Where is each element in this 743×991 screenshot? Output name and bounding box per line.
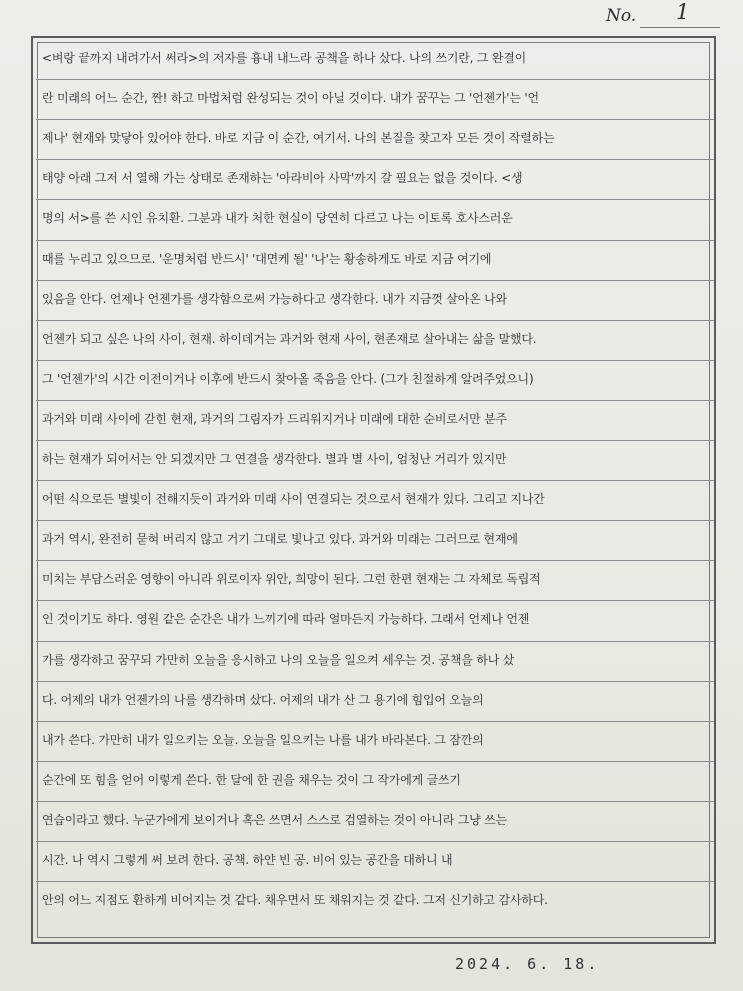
text-line: 하는 현재가 되어서는 안 되겠지만 그 연결을 생각한다. 별과 별 사이, 엄청난 거리가 있지만 [42, 452, 507, 466]
text-line: 어떤 식으로든 별빛이 전해지듯이 과거와 미래 사이 연결되는 것으로서 현재가 있다. 그리고 지나간 [42, 492, 545, 507]
text-line: 미치는 부담스러운 영향이 아니라 위로이자 위안, 희망이 된다. 그런 한편 현재는 그 자체로 독립적 [42, 572, 541, 587]
ruled-line [36, 560, 714, 561]
text-line: 안의 어느 지점도 환하게 비어지는 것 같다. 채우면서 또 채워지는 것 같다. 그저 신기하고 감사하다. [42, 893, 548, 908]
ruled-line [36, 681, 714, 682]
ruled-line [36, 801, 714, 802]
text-line: 순간에 또 힘을 얻어 이렇게 쓴다. 한 달에 한 권을 채우는 것이 그 작가에게 글쓰기 [42, 772, 461, 787]
text-line: 인 것이기도 하다. 영원 같은 순간은 내가 느끼기에 따라 얼마든지 가능하다. 그래서 언제나 언젠 [42, 612, 530, 627]
ruled-line [36, 119, 714, 120]
page-number-underline [640, 27, 720, 28]
ruled-line [36, 400, 714, 401]
ruled-line [36, 881, 714, 882]
ruled-line [36, 159, 714, 160]
ruled-line [36, 360, 714, 361]
ruled-line [36, 240, 714, 241]
ruled-line [36, 641, 714, 642]
ruled-line [36, 600, 714, 601]
ruled-line [36, 320, 714, 321]
text-line: 다. 어제의 내가 언젠가의 나를 생각하며 샀다. 어제의 내가 산 그 용기에 힘입어 오늘의 [42, 692, 484, 707]
text-line: 란 미래의 어느 순간, 짠! 하고 마법처럼 완성되는 것이 아닐 것이다. 내가 꿈꾸는 그 '언젠가'는 '언 [42, 91, 539, 106]
ruled-line [36, 721, 714, 722]
text-line: 시간. 나 역시 그렇게 써 보려 한다. 공책. 하얀 빈 공. 비어 있는 공간을 대하니 내 [42, 853, 453, 867]
text-line: 명의 서>를 쓴 시인 유치환. 그분과 내가 처한 현실이 당연히 다르고 나는 이토록 호사스러운 [42, 211, 513, 226]
text-line: 있음을 안다. 언제나 언젠가를 생각함으로써 가능하다고 생각한다. 내가 지금껏 살아온 나와 [42, 291, 507, 306]
ruled-line [36, 440, 714, 441]
page-number-label: No. [606, 6, 637, 26]
text-line: <벼랑 끝까지 내려가서 써라>의 저자를 흉내 내느라 공책을 하나 샀다. 나의 쓰기란, 그 완결이 [42, 51, 527, 65]
text-line: 때를 누리고 있으므로. '운명처럼 반드시' '대면케 될' '나'는 황송하게도 바로 지금 여기에 [42, 251, 492, 266]
ruled-line [36, 841, 714, 842]
ruled-line [36, 520, 714, 521]
ruled-line [36, 199, 714, 200]
text-line: 과거 역시, 완전히 묻혀 버리지 않고 거기 그대로 빛나고 있다. 과거와 미래는 그러므로 현재에 [42, 532, 518, 547]
text-line: 제나' 현재와 맞닿아 있어야 한다. 바로 지금 이 순간, 여기서. 나의 본질을 찾고자 모든 것이 작렬하는 [42, 131, 555, 146]
page-number-value: 1 [676, 0, 690, 24]
text-line: 과거와 미래 사이에 갇힌 현재, 과거의 그림자가 드리워지거나 미래에 대한 순비로서만 분주 [42, 411, 507, 426]
text-line: 태양 아래 그저 서 열해 가는 상태로 존재하는 '아라비아 사막'까지 갈 필요는 없을 것이다. <생 [42, 171, 523, 186]
ruled-line [36, 79, 714, 80]
text-line: 연습이라고 했다. 누군가에게 보이거나 혹은 쓰면서 스스로 검열하는 것이 아니라 그냥 쓰는 [42, 812, 507, 827]
text-line: 언젠가 되고 싶은 나의 사이, 현재. 하이데거는 과거와 현재 사이, 현존재로 살아내는 삶을 말했다. [42, 331, 537, 346]
ruled-line [36, 280, 714, 281]
text-line: 내가 쓴다. 가만히 내가 일으키는 오늘. 오늘을 일으키는 나를 내가 바라본다. 그 잠깐의 [42, 732, 484, 747]
ruled-line [36, 480, 714, 481]
ruled-line [36, 761, 714, 762]
entry-date: 2024. 6. 18. [455, 955, 600, 973]
text-line: 가를 생각하고 꿈꾸되 가만히 오늘을 응시하고 나의 오늘을 일으켜 세우는 것. 공책을 하나 샀 [42, 652, 515, 667]
text-line: 그 '언젠가'의 시간 이전이거나 이후에 반드시 찾아올 죽음을 안다. (그가 친절하게 알려주었으니) [42, 371, 534, 386]
